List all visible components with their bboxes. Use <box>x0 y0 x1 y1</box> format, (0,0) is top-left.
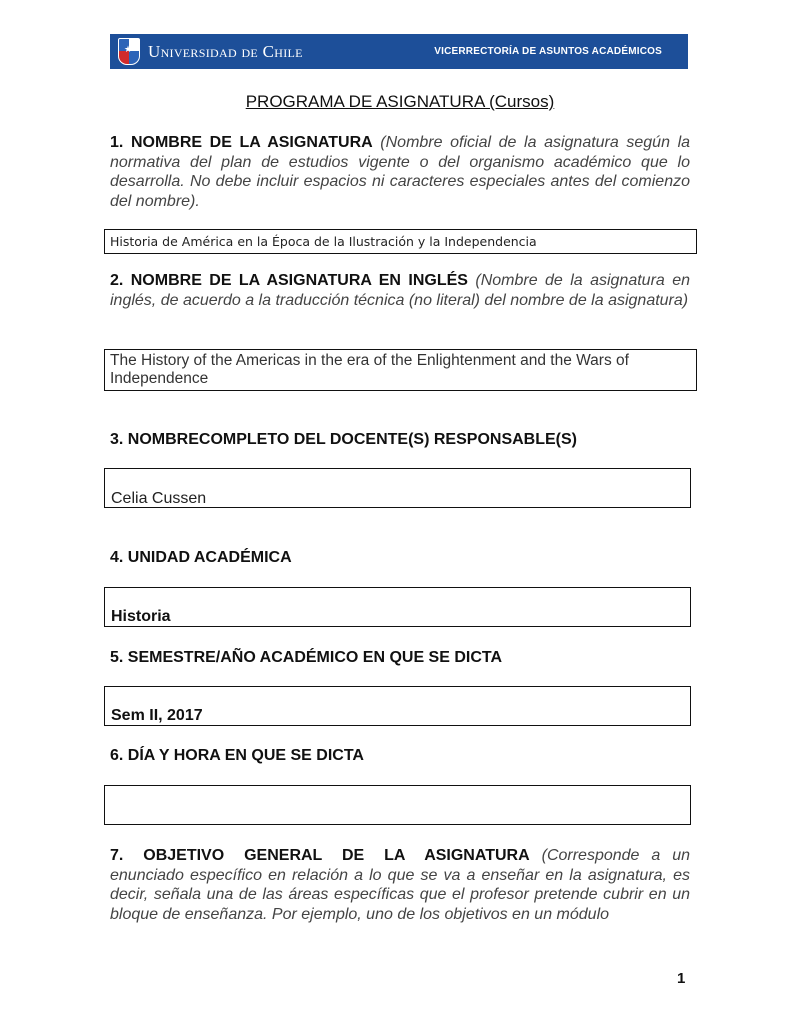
semester-value: Sem II, 2017 <box>111 707 203 724</box>
semester-field <box>104 686 691 726</box>
page-number: 1 <box>677 970 686 987</box>
header-banner <box>110 34 688 69</box>
section-4-heading: 4. UNIDAD ACADÉMICA <box>110 549 292 566</box>
section-7-hint: (Corresponde a un enunciado específico en relación a lo que se va a enseñar en la asignatura, es decir, señala una de las áreas específicas que el profesor pretende cubrir en un bloque de enseñanza. Por ejemplo, uno de los objetivos en un módulo <box>110 847 690 923</box>
university-seal-icon: ★ <box>118 38 140 65</box>
section-7-description <box>110 846 690 924</box>
instructor-field <box>104 468 691 508</box>
academic-unit-value: Historia <box>111 608 171 625</box>
section-1-description <box>110 133 690 211</box>
section-1-hint: (Nombre oficial de la asignatura según la normativa del plan de estudios vigente o del organismo académico que lo desarrolla. No debe incluir espacios ni caracteres especiales antes del comienzo del nombre). <box>110 134 691 210</box>
course-name-value: Historia de América en la Época de la Ilustración y la Independencia <box>110 234 537 249</box>
section-1-heading: 1. NOMBRE DE LA ASIGNATURA <box>110 134 373 151</box>
office-name: VICERRECTORÍA DE ASUNTOS ACADÉMICOS <box>434 46 662 57</box>
section-7-heading: 7. OBJETIVO GENERAL DE LA ASIGNATURA <box>110 847 530 864</box>
university-logo <box>110 34 303 69</box>
schedule-field <box>104 785 691 825</box>
course-name-english-field <box>104 349 697 391</box>
page-title: PROGRAMA DE ASIGNATURA (Cursos) <box>245 92 555 111</box>
instructor-value: Celia Cussen <box>111 490 207 507</box>
section-2-description <box>110 271 690 310</box>
section-5-heading: 5. SEMESTRE/AÑO ACADÉMICO EN QUE SE DICTA <box>110 649 503 666</box>
course-name-english-value: The History of the Americas in the era of the Enlightenment and the Wars of Independence <box>110 352 629 387</box>
academic-unit-field <box>104 587 691 627</box>
section-2-hint: (Nombre de la asignatura en inglés, de acuerdo a la traducción técnica (no literal) del nombre de la asignatura) <box>110 272 691 309</box>
section-6-heading: 6. DÍA Y HORA EN QUE SE DICTA <box>110 747 364 764</box>
course-name-field <box>104 229 697 254</box>
university-name: Universidad de Chile <box>148 41 303 61</box>
section-3-heading: 3. NOMBRECOMPLETO DEL DOCENTE(S) RESPONSABLE(S) <box>110 431 577 448</box>
section-2-heading: 2. NOMBRE DE LA ASIGNATURA EN INGLÉS <box>110 272 468 289</box>
